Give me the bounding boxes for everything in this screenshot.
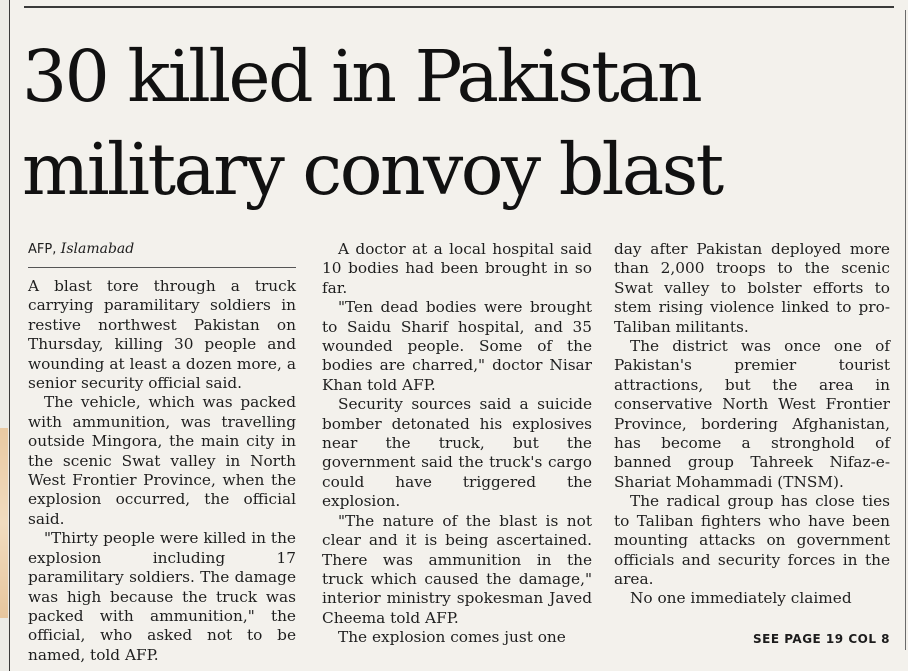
paragraph: A doctor at a local hospital said 10 bodies had been brought in so far. — [322, 240, 592, 297]
article-column-2 — [322, 240, 592, 650]
paragraph: "Ten dead bodies were brought to Saidu Sharif hospital, and 35 wounded people. Some of the bodies are charred," doctor Nisar Khan told AFP. — [322, 298, 592, 394]
jump-line: SEE PAGE 19 COL 8 — [753, 632, 890, 646]
article-column-1 — [28, 240, 296, 664]
byline — [28, 240, 296, 268]
paper-stain — [0, 428, 8, 618]
paragraph: The explosion comes just one — [338, 628, 566, 647]
top-rule — [24, 6, 894, 8]
paragraph: No one immediately claimed — [630, 589, 852, 608]
headline — [22, 30, 892, 216]
paragraph: "The nature of the blast is not clear and it is being ascertained. There was ammunition in the truck which caused the damage," interior ministry spokesman Javed Cheema told AFP. — [322, 511, 592, 627]
paragraph: The radical group has close ties to Taliban fighters who have been mounting attacks on government officials and security forces in the area. — [614, 492, 890, 588]
byline-agency: AFP, — [28, 242, 57, 257]
headline-line-1: 30 killed in Pakistan — [22, 35, 701, 118]
paragraph: Security sources said a suicide bomber detonated his explosives near the truck, but the government said the truck's cargo could have triggered the explosion. — [322, 395, 592, 511]
paragraph: The vehicle, which was packed with ammunition, was travelling outside Mingora, the main city in the scenic Swat valley in North West Frontier Province, when the explosion occurred, the official said. — [28, 393, 296, 528]
right-rule — [905, 10, 906, 650]
headline-line-2: military convoy blast — [22, 128, 722, 211]
paragraph: A blast tore through a truck carrying paramilitary soldiers in restive northwest Pakistan on Thursday, killing 30 people and wounding at least a dozen more, a senior security official said. — [28, 277, 296, 393]
adjacent-column-edge — [0, 0, 10, 671]
article-column-3 — [614, 240, 890, 650]
paragraph-continuation: day after Pakistan deployed more than 2,000 troops to the scenic Swat valley to bolster efforts to stem rising violence linked to pro-Taliban militants. — [614, 240, 890, 336]
paragraph: "Thirty people were killed in the explosion including 17 paramilitary soldiers. The damage was high because the truck was packed with ammunition," the official, who asked not to be named, told AFP. — [28, 529, 296, 664]
byline-location: Islamabad — [60, 241, 135, 257]
paragraph: The district was once one of Pakistan's premier tourist attractions, but the area in conservative North West Frontier Province, bordering Afghanistan, has become a stronghold of banned group Tahreek Nifaz-e-Shariat Mohammadi (TNSM). — [614, 337, 890, 491]
